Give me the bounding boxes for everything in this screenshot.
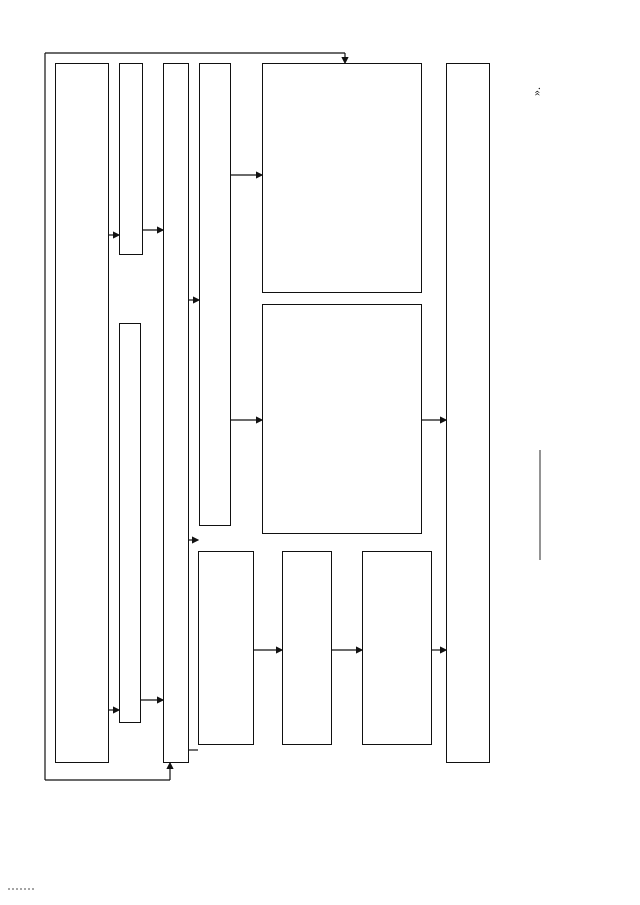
footnote-quote-mark: ». [529,87,543,96]
